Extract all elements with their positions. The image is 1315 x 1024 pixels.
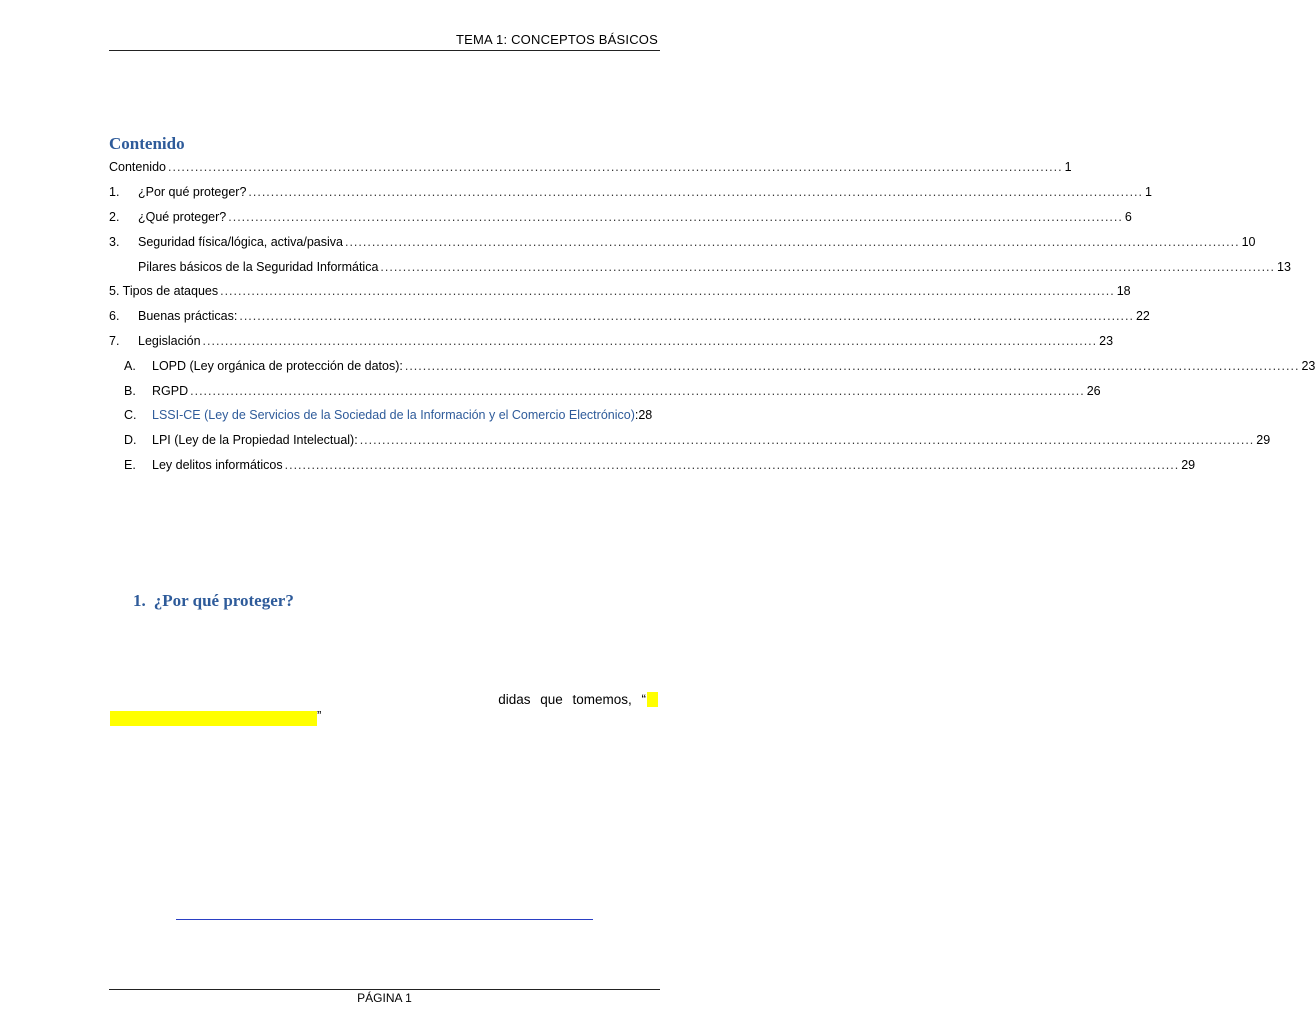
page-footer: PÁGINA 1	[357, 991, 412, 1005]
table-of-contents	[109, 155, 1315, 477]
toc-leader: ........................................................................................................................................................................................................	[168, 160, 1063, 175]
toc-leader: ........................................................................................................................................................................................................	[284, 457, 1180, 472]
toc-entry-page: 26	[1086, 383, 1101, 398]
toc-leader: ........................................................................................................................................................................................................	[344, 234, 1240, 249]
toc-entry[interactable]	[109, 329, 1114, 354]
toc-leader: ........................................................................................................................................................................................................	[228, 209, 1123, 224]
toc-entry-title: LOPD (Ley orgánica de protección de datos):	[152, 358, 403, 373]
toc-entry-title: Pilares básicos de la Seguridad Informática	[138, 259, 379, 274]
section-number: 1.	[133, 591, 146, 610]
toc-entry-title: 5. Tipos de ataques	[109, 284, 219, 299]
section-title: ¿Por qué proteger?	[153, 591, 294, 610]
toc-entry-title: Buenas prácticas:	[138, 309, 238, 324]
toc-entry-page: 18	[1116, 284, 1131, 299]
toc-entry-number: D.	[124, 433, 137, 448]
highlight-mark	[647, 692, 658, 707]
page-header-title: TEMA 1: CONCEPTOS BÁSICOS	[456, 32, 658, 47]
toc-entry-title: Legislación	[138, 333, 201, 348]
toc-entry-number: 2.	[109, 209, 120, 224]
toc-entry[interactable]	[109, 378, 1101, 403]
toc-heading: Contenido	[109, 134, 185, 153]
toc-leader: ........................................................................................................................................................................................................	[380, 259, 1275, 274]
section-heading	[133, 591, 294, 611]
toc-entry-suffix: :	[634, 408, 639, 423]
toc-leader: ........................................................................................................................................................................................................	[239, 309, 1134, 324]
hyperlink-underline[interactable]	[176, 919, 593, 920]
toc-entry-page: 1	[1145, 185, 1152, 200]
toc-entry[interactable]	[109, 403, 658, 428]
header-rule	[109, 50, 660, 51]
toc-entry-number: C.	[124, 408, 137, 423]
toc-entry-title: Contenido	[109, 160, 166, 175]
toc-entry-number: E.	[124, 457, 136, 472]
toc-entry-number: B.	[124, 383, 136, 398]
closing-quote: ”	[317, 708, 322, 723]
body-text: didas que tomemos, “	[498, 692, 646, 707]
toc-leader: ........................................................................................................................................................................................................	[220, 284, 1115, 299]
toc-entry-page: 29	[1181, 457, 1196, 472]
toc-entry-page: 29	[1256, 433, 1271, 448]
highlighted-text-block	[110, 711, 317, 726]
toc-entry[interactable]	[109, 205, 1132, 230]
toc-entry-title: RGPD	[152, 383, 189, 398]
toc-entry[interactable]	[109, 304, 1150, 329]
toc-entry-number: 3.	[109, 234, 120, 249]
toc-entry-page: 28	[638, 408, 653, 423]
toc-leader: ........................................................................................................................................................................................................	[404, 358, 1300, 373]
toc-leader: ........................................................................................................................................................................................................	[359, 433, 1255, 448]
toc-entry-page: 10	[1241, 234, 1256, 249]
toc-leader: ........................................................................................................................................................................................................	[190, 383, 1085, 398]
toc-entry[interactable]	[109, 453, 1196, 478]
toc-leader: ........................................................................................................................................................................................................	[248, 185, 1143, 200]
toc-entry[interactable]	[109, 353, 1315, 378]
toc-entry-number: 1.	[109, 185, 120, 200]
toc-entry[interactable]	[109, 254, 1291, 279]
toc-entry-title: LPI (Ley de la Propiedad Intelectual):	[152, 433, 358, 448]
toc-entry-title: Ley delitos informáticos	[152, 457, 283, 472]
body-text-fragment	[498, 692, 658, 707]
toc-entry[interactable]	[109, 229, 1256, 254]
toc-entry-title: ¿Qué proteger?	[138, 209, 227, 224]
toc-entry-page: 1	[1064, 160, 1072, 175]
toc-leader: ........................................................................................................................................................................................................	[202, 333, 1098, 348]
toc-entry-page: 13	[1277, 259, 1291, 274]
toc-entry-number: 7.	[109, 333, 120, 348]
toc-entry-page: 23	[1099, 333, 1114, 348]
toc-entry-title-link[interactable]: LSSI-CE (Ley de Servicios de la Sociedad de la Información y el Comercio Electrónico)	[152, 408, 635, 423]
toc-entry-title: Seguridad física/lógica, activa/pasiva	[138, 234, 343, 249]
toc-entry-number: 6.	[109, 309, 120, 324]
toc-entry-page: 22	[1135, 309, 1150, 324]
toc-entry[interactable]	[109, 180, 1152, 205]
toc-entry[interactable]	[109, 279, 1131, 304]
toc-entry-page: 6	[1124, 209, 1132, 224]
toc-entry[interactable]	[109, 155, 1072, 180]
toc-entry-page: 23	[1301, 358, 1315, 373]
toc-entry[interactable]	[109, 428, 1271, 453]
footer-rule	[109, 989, 660, 990]
toc-entry-title: ¿Por qué proteger?	[138, 185, 247, 200]
toc-entry-number: A.	[124, 358, 136, 373]
